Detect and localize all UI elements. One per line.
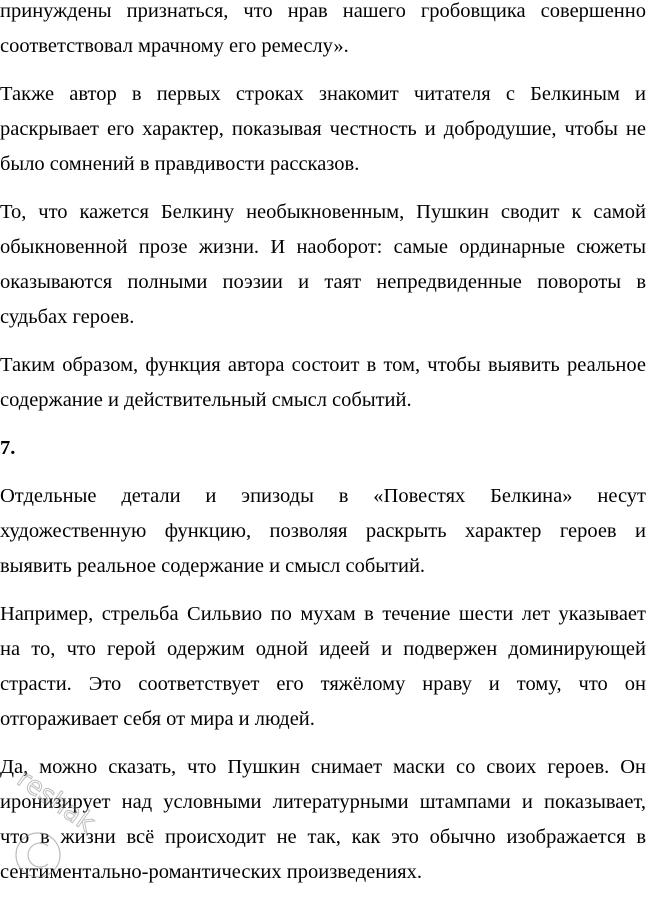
- text-line: 7.: [0, 437, 16, 459]
- text-line: художественную функцию, позволяя раскрыть характер героев и: [0, 520, 646, 542]
- svg-text:reshak: reshak: [11, 763, 100, 839]
- text-line: выявить реальное содержание и смысл событий.: [0, 555, 426, 577]
- paragraph: [0, 0, 646, 64]
- text-line: на то, что герой одержим одной идеей и подвержен доминирующей: [0, 638, 646, 660]
- text-line: Например, стрельба Сильвио по мухам в течение шести лет указывает: [0, 603, 646, 625]
- section-heading: [0, 431, 646, 466]
- text-line: страсти. Это соответствует его тяжёлому нраву и тому, что он: [0, 673, 646, 695]
- text-line: иронизирует над условными литературными штампами и показывает,: [0, 791, 646, 813]
- text-line: То, что кажется Белкину необыкновенным, Пушкин сводит к самой: [0, 201, 646, 223]
- paragraph: [0, 750, 646, 890]
- paragraph: [0, 597, 646, 737]
- text-line: сентиментально-романтических произведениях.: [0, 861, 422, 883]
- paragraph: [0, 479, 646, 584]
- text-line: обыкновенной прозе жизни. И наоборот: самые ординарные сюжеты: [0, 236, 646, 258]
- paragraph: [0, 195, 646, 335]
- text-line: Да, можно сказать, что Пушкин снимает маски со своих героев. Он: [0, 756, 646, 778]
- text-line: принуждены признаться, что нрав нашего гробовщика совершенно: [0, 0, 646, 22]
- text-line: Отдельные детали и эпизоды в «Повестях Белкина» несут: [0, 485, 646, 507]
- text-line: раскрывает его характер, показывая честность и добродушие, чтобы не: [0, 118, 646, 140]
- paragraph: [0, 77, 646, 182]
- text-line: содержание и действительный смысл событий.: [0, 389, 412, 411]
- text-line: оказываются полными поэзии и таят непредвиденные повороты в: [0, 271, 646, 293]
- text-line: Также автор в первых строках знакомит читателя с Белкиным и: [0, 83, 646, 105]
- text-line: Таким образом, функция автора состоит в том, чтобы выявить реальное: [0, 354, 646, 376]
- text-line: судьбах героев.: [0, 306, 135, 328]
- text-line: соответствовал мрачному его ремеслу».: [0, 35, 349, 57]
- text-line: что в жизни всё происходит не так, как это обычно изображается в: [0, 826, 646, 848]
- text-line: было сомнений в правдивости рассказов.: [0, 153, 360, 175]
- text-line: отгораживает себя от мира и людей.: [0, 708, 315, 730]
- paragraph: [0, 348, 646, 418]
